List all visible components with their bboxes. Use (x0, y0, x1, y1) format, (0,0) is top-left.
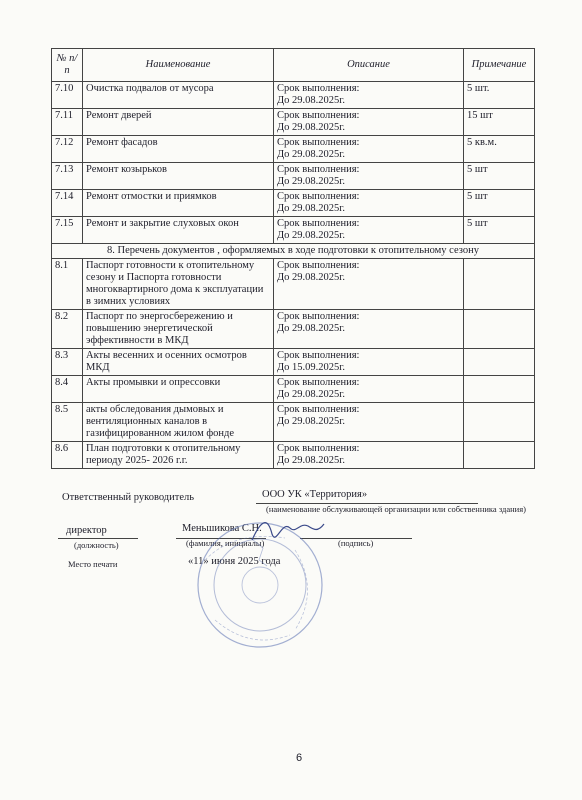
row-num: 8.5 (52, 403, 83, 442)
row-desc: Срок выполнения: До 29.08.2025г. (274, 109, 464, 136)
row-num: 8.6 (52, 442, 83, 469)
row-num: 8.3 (52, 349, 83, 376)
responsible-label: Ответственный руководитель (62, 492, 195, 503)
table-row (52, 109, 535, 136)
row-name: Паспорт готовности к отопительному сезону и Паспорта готовности многоквартирного дома к эксплуатации в зимних условиях (83, 259, 274, 310)
row-desc: Срок выполнения: До 15.09.2025г. (274, 349, 464, 376)
row-name: Ремонт и закрытие слуховых окон (83, 217, 274, 244)
row-name: Ремонт дверей (83, 109, 274, 136)
row-num: 7.15 (52, 217, 83, 244)
row-desc: Срок выполнения: До 29.08.2025г. (274, 190, 464, 217)
row-note: 15 шт (464, 109, 535, 136)
row-note: 5 шт. (464, 82, 535, 109)
header-note: Примечание (464, 49, 535, 82)
row-name: Очистка подвалов от мусора (83, 82, 274, 109)
row-desc: Срок выполнения: До 29.08.2025г. (274, 376, 464, 403)
table-row (52, 136, 535, 163)
row-note: 5 шт (464, 217, 535, 244)
row-note (464, 259, 535, 310)
row-num: 7.13 (52, 163, 83, 190)
table-row (52, 82, 535, 109)
row-desc: Срок выполнения: До 29.08.2025г. (274, 136, 464, 163)
row-note (464, 349, 535, 376)
table-row (52, 190, 535, 217)
row-num: 7.11 (52, 109, 83, 136)
row-desc: Срок выполнения: До 29.08.2025г. (274, 259, 464, 310)
row-name: Ремонт отмостки и приямков (83, 190, 274, 217)
signature-caption: (подпись) (338, 538, 374, 548)
table-row (52, 376, 535, 403)
row-desc: Срок выполнения: До 29.08.2025г. (274, 82, 464, 109)
row-desc: Срок выполнения: До 29.08.2025г. (274, 310, 464, 349)
row-name: План подготовки к отопительному периоду 2025- 2026 г.г. (83, 442, 274, 469)
header-num: № п/п (52, 49, 83, 82)
row-note (464, 310, 535, 349)
stamp-place-label: Место печати (68, 559, 118, 569)
row-desc: Срок выполнения: До 29.08.2025г. (274, 217, 464, 244)
row-num: 8.4 (52, 376, 83, 403)
row-note (464, 403, 535, 442)
row-num: 8.2 (52, 310, 83, 349)
row-name: акты обследования дымовых и вентиляционных каналов в газифицированном жилом фонде (83, 403, 274, 442)
row-note (464, 376, 535, 403)
position-value: директор (66, 525, 107, 536)
row-name: Ремонт козырьков (83, 163, 274, 190)
row-note: 5 шт (464, 190, 535, 217)
row-num: 7.14 (52, 190, 83, 217)
works-table (51, 48, 535, 469)
org-caption: (наименование обслуживающей организации или собственника здания) (266, 504, 526, 514)
header-desc: Описание (274, 49, 464, 82)
section-8-title: 8. Перечень документов , оформляемых в ходе подготовки к отопительному сезону (52, 244, 535, 259)
row-num: 7.12 (52, 136, 83, 163)
table-row (52, 217, 535, 244)
table-row (52, 403, 535, 442)
handwritten-signature-icon (248, 512, 328, 546)
person-caption: (фамилия, инициалы) (186, 538, 265, 548)
org-name: ООО УК «Территория» (262, 489, 368, 500)
table-row (52, 259, 535, 310)
row-desc: Срок выполнения: До 29.08.2025г. (274, 403, 464, 442)
row-desc: Срок выполнения: До 29.08.2025г. (274, 442, 464, 469)
row-note: 5 кв.м. (464, 136, 535, 163)
row-desc: Срок выполнения: До 29.08.2025г. (274, 163, 464, 190)
row-num: 8.1 (52, 259, 83, 310)
row-name: Паспорт по энергосбережению и повышению энергетической эффективности в МКД (83, 310, 274, 349)
row-note (464, 442, 535, 469)
page-number: 6 (296, 752, 303, 764)
row-name: Ремонт фасадов (83, 136, 274, 163)
row-name: Акты весенних и осенних осмотров МКД (83, 349, 274, 376)
sign-date: «11» июня 2025 года (188, 556, 281, 567)
section-8-row (52, 244, 535, 259)
row-name: Акты промывки и опрессовки (83, 376, 274, 403)
table-row (52, 442, 535, 469)
header-name: Наименование (83, 49, 274, 82)
position-caption: (должность) (74, 540, 119, 550)
table-row (52, 163, 535, 190)
table-header-row (52, 49, 535, 82)
row-note: 5 шт (464, 163, 535, 190)
table-row (52, 349, 535, 376)
person-name: Меньшикова С.Н. (182, 523, 262, 534)
table-row (52, 310, 535, 349)
row-num: 7.10 (52, 82, 83, 109)
position-underline (58, 538, 138, 539)
